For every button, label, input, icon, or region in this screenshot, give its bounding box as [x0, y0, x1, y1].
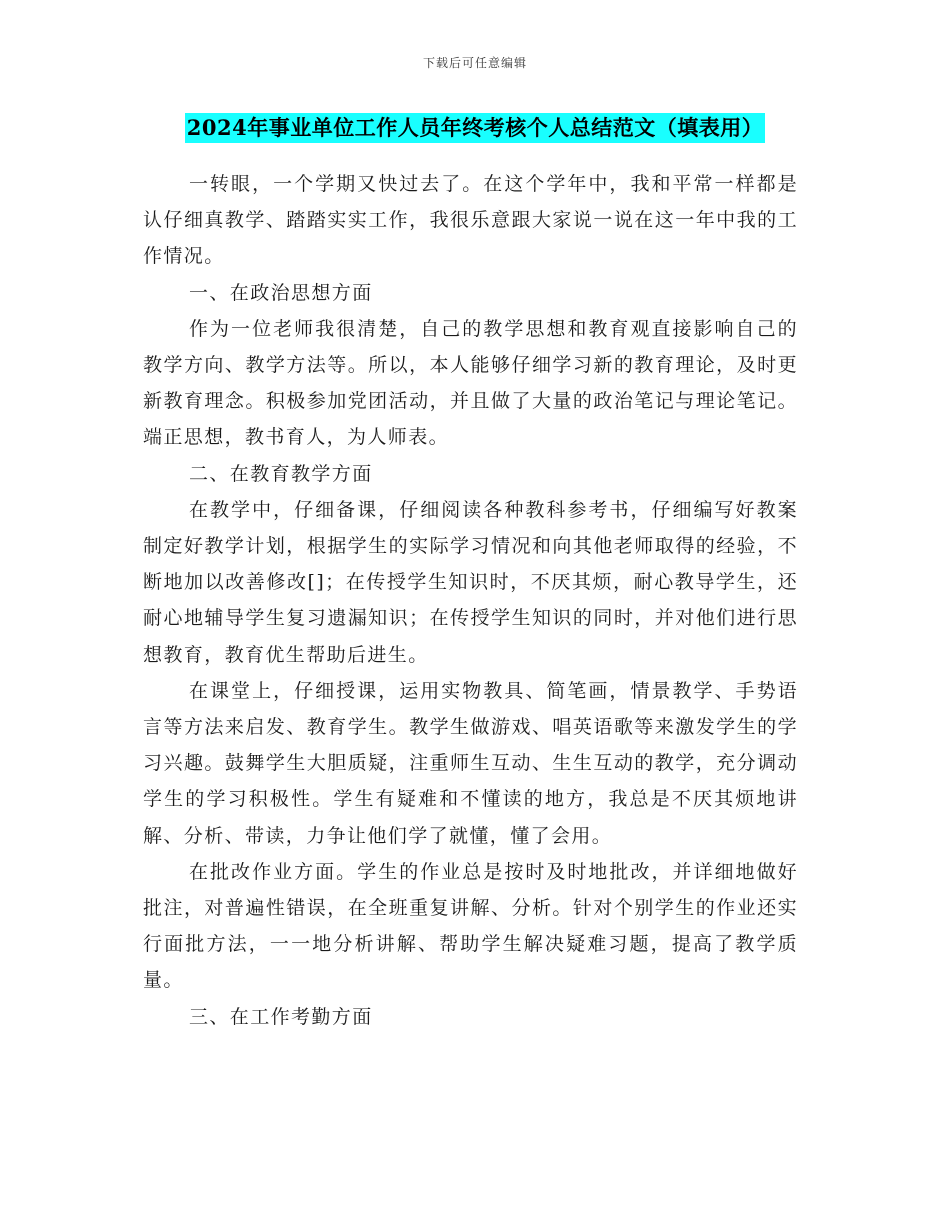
paragraph-intro: 一转眼，一个学期又快过去了。在这个学年中，我和平常一样都是认仔细真教学、踏踏实实工作，我很乐意跟大家说一说在这一年中我的工作情况。 — [143, 173, 798, 268]
title-container — [0, 113, 950, 143]
document-title: 2024年事业单位工作人员年终考核个人总结范文（填表用） — [185, 113, 765, 143]
paragraph-politics: 作为一位老师我很清楚，自己的教学思想和教育观直接影响自己的教学方向、教学方法等。所以，本人能够仔细学习新的教育理论，及时更新教育理念。积极参加党团活动，并且做了大量的政治笔记与理论笔记。端正思想，教书育人，为人师表。 — [143, 317, 798, 449]
paragraph-teaching: 在教学中，仔细备课，仔细阅读各种教科参考书，仔细编写好教案制定好教学计划，根据学生的实际学习情况和向其他老师取得的经验，不断地加以改善修改[]；在传授学生知识时，不厌其烦，耐心教导学生，还耐心地辅导学生复习遗漏知识；在传授学生知识的同时，并对他们进行思想教育，教育优生帮助后进生。 — [143, 498, 798, 666]
header-note: 下载后可任意编辑 — [422, 56, 527, 70]
paragraph-homework: 在批改作业方面。学生的作业总是按时及时地批改，并详细地做好批注，对普遍性错误，在全班重复讲解、分析。针对个别学生的作业还实行面批方法，一一地分析讲解、帮助学生解决疑难习题，提高了教学质量。 — [143, 860, 798, 992]
section-heading-teaching: 二、在教育教学方面 — [189, 462, 373, 485]
section-heading-politics: 一、在政治思想方面 — [189, 281, 373, 304]
section-heading-attendance: 三、在工作考勤方面 — [189, 1005, 373, 1028]
paragraph-classroom: 在课堂上，仔细授课，运用实物教具、简笔画，情景教学、手势语言等方法来启发、教育学生。教学生做游戏、唱英语歌等来激发学生的学习兴趣。鼓舞学生大胆质疑，注重师生互动、生生互动的教学，充分调动学生的学习积极性。学生有疑难和不懂读的地方，我总是不厌其烦地讲解、分析、带读，力争让他们学了就懂，懂了会用。 — [143, 679, 798, 847]
document-body — [143, 166, 798, 1035]
